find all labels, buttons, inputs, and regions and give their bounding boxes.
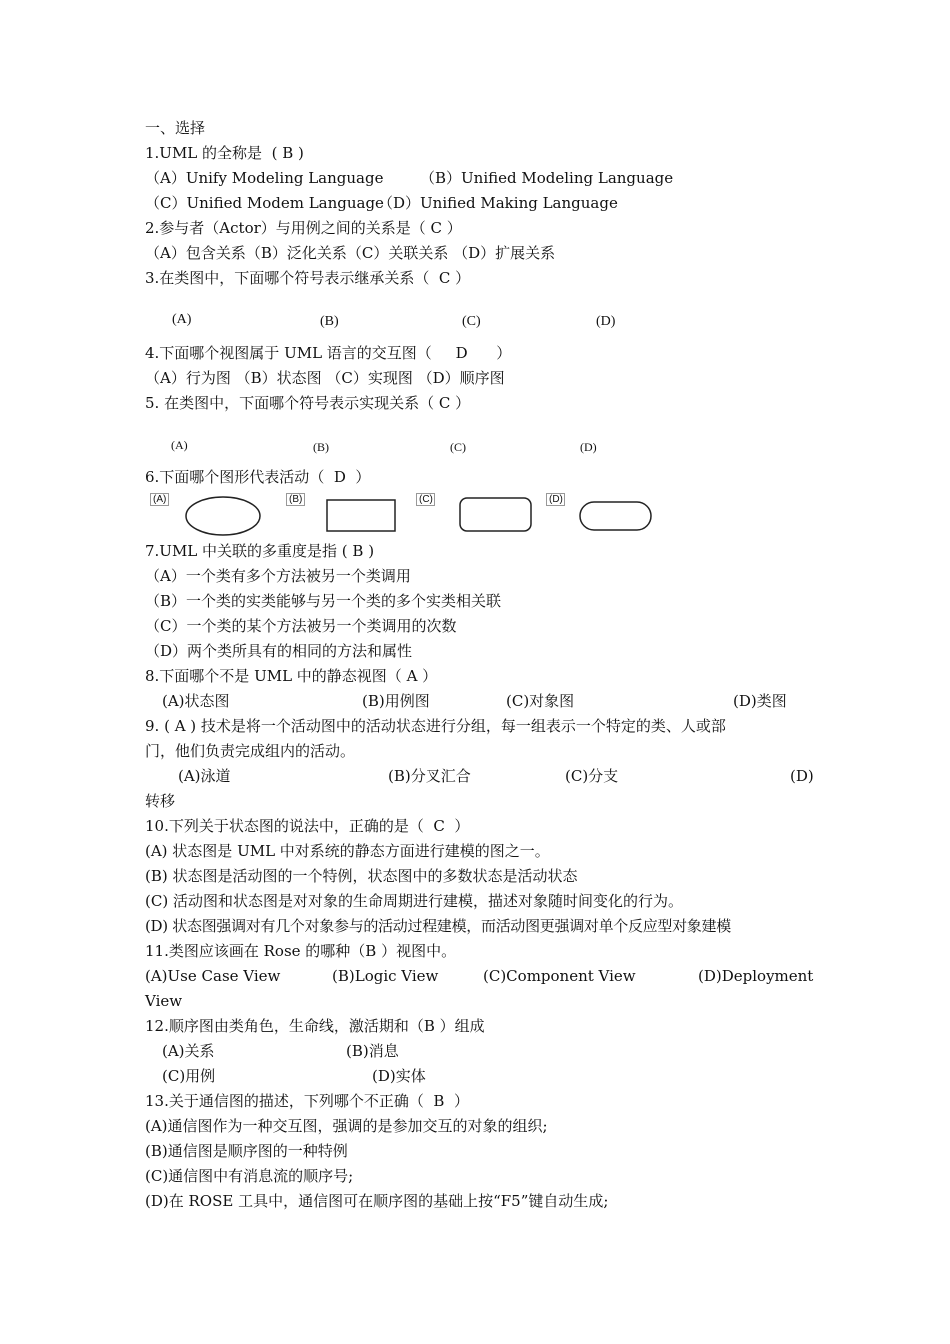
- q12-option-b: (B)消息: [346, 1042, 399, 1060]
- q8-option-a: (A)状态图: [162, 692, 230, 710]
- q9-option-c: (C)分支: [565, 767, 619, 785]
- q1-option-b: （B）Unified Modeling Language: [420, 169, 674, 187]
- capsule-icon: [578, 500, 654, 534]
- q4-options: （A）行为图 （B）状态图 （C）实现图 （D）顺序图: [145, 369, 505, 387]
- q12-option-a: (A)关系: [162, 1042, 215, 1060]
- q9-stem-line2: 门，他们负责完成组内的活动。: [145, 742, 356, 760]
- section-title: 一、选择: [145, 119, 206, 137]
- q6-stem: 6.下面哪个图形代表活动（ D ）: [145, 468, 371, 486]
- q8-option-c: (C)对象图: [506, 692, 575, 710]
- rounded-rectangle-icon: [458, 496, 534, 534]
- q7-option-a: （A）一个类有多个方法被另一个类调用: [145, 567, 411, 585]
- q11-option-d-continued: View: [145, 992, 183, 1010]
- q7-option-d: （D）两个类所具有的相同的方法和属性: [145, 642, 413, 660]
- q13-option-c: (C)通信图中有消息流的顺序号;: [145, 1167, 354, 1185]
- q7-option-b: （B）一个类的实类能够与另一个类的多个实类相关联: [145, 592, 502, 610]
- q11-option-a: (A)Use Case View: [145, 967, 281, 985]
- q7-option-c: （C）一个类的某个方法被另一个类调用的次数: [145, 617, 457, 635]
- q3-stem: 3.在类图中，下面哪个符号表示继承关系（ C ）: [145, 269, 471, 287]
- q6-label-b: (B): [286, 493, 305, 506]
- q10-option-c: (C) 活动图和状态图是对对象的生命周期进行建模，描述对象随时间变化的行为。: [145, 892, 683, 910]
- q10-option-d: (D) 状态图强调对有几个对象参与的活动过程建模，而活动图更强调对单个反应型对象建模: [145, 917, 731, 935]
- q3-label-a: (A): [172, 312, 192, 327]
- q3-label-b: (B): [320, 314, 339, 329]
- ellipse-icon: [183, 494, 263, 538]
- q1-stem: 1.UML 的全称是 ( B ): [145, 144, 304, 162]
- q13-option-b: (B)通信图是顺序图的一种特例: [145, 1142, 348, 1160]
- q9-option-a: (A)泳道: [178, 767, 231, 785]
- q12-stem: 12.顺序图由类角色，生命线，激活期和（B ）组成: [145, 1017, 485, 1035]
- q11-option-b: (B)Logic View: [332, 967, 439, 985]
- q3-label-c: (C): [462, 314, 481, 329]
- q5-label-a: (A): [171, 438, 188, 452]
- q8-option-b: (B)用例图: [362, 692, 430, 710]
- q1-option-a: （A）Unify Modeling Language: [145, 169, 384, 187]
- q12-option-d: (D)实体: [372, 1067, 426, 1085]
- q1-option-c: （C）Unified Modem Language: [145, 194, 384, 212]
- q8-option-d: (D)类图: [733, 692, 787, 710]
- q9-option-d: (D): [790, 767, 814, 785]
- q6-label-d: (D): [546, 493, 565, 506]
- q5-label-d: (D): [580, 440, 597, 454]
- rectangle-icon: [325, 498, 399, 534]
- q9-option-b: (B)分叉汇合: [388, 767, 471, 785]
- q2-options: （A）包含关系（B）泛化关系（C）关联关系 （D）扩展关系: [145, 244, 556, 262]
- q5-label-b: (B): [313, 440, 329, 454]
- q5-stem: 5. 在类图中，下面哪个符号表示实现关系（ C ）: [145, 394, 471, 412]
- q10-option-a: (A) 状态图是 UML 中对系统的静态方面进行建模的图之一。: [145, 842, 550, 860]
- q12-option-c: (C)用例: [162, 1067, 216, 1085]
- q11-option-c: (C)Component View: [483, 967, 636, 985]
- q13-option-a: (A)通信图作为一种交互图，强调的是参加交互的对象的组织;: [145, 1117, 548, 1135]
- q10-option-b: (B) 状态图是活动图的一个特例，状态图中的多数状态是活动状态: [145, 867, 578, 885]
- q9-option-d-continued: 转移: [145, 792, 176, 810]
- q1-option-d: （D）Unified Making Language: [378, 194, 618, 212]
- q13-stem: 13.关于通信图的描述，下列哪个不正确（ B ）: [145, 1092, 469, 1110]
- q6-label-a: (A): [150, 493, 169, 506]
- q7-stem: 7.UML 中关联的多重度是指 ( B ): [145, 542, 375, 560]
- q2-stem: 2.参与者（Actor）与用例之间的关系是（ C ）: [145, 219, 462, 237]
- q4-stem: 4.下面哪个视图属于 UML 语言的交互图（ D ）: [145, 344, 512, 362]
- q10-stem: 10.下列关于状态图的说法中，正确的是（ C ）: [145, 817, 470, 835]
- q6-label-c: (C): [416, 493, 435, 506]
- q9-stem-line1: 9. ( A ) 技术是将一个活动图中的活动状态进行分组，每一组表示一个特定的类、人或部: [145, 717, 726, 735]
- q8-stem: 8.下面哪个不是 UML 中的静态视图（ A ）: [145, 667, 438, 685]
- q3-label-d: (D): [596, 314, 616, 329]
- q11-stem: 11.类图应该画在 Rose 的哪种（B ）视图中。: [145, 942, 457, 960]
- q13-option-d: (D)在 ROSE 工具中，通信图可在顺序图的基础上按“F5”键自动生成;: [145, 1192, 609, 1210]
- q5-label-c: (C): [450, 440, 466, 454]
- q11-option-d: (D)Deployment: [698, 967, 814, 985]
